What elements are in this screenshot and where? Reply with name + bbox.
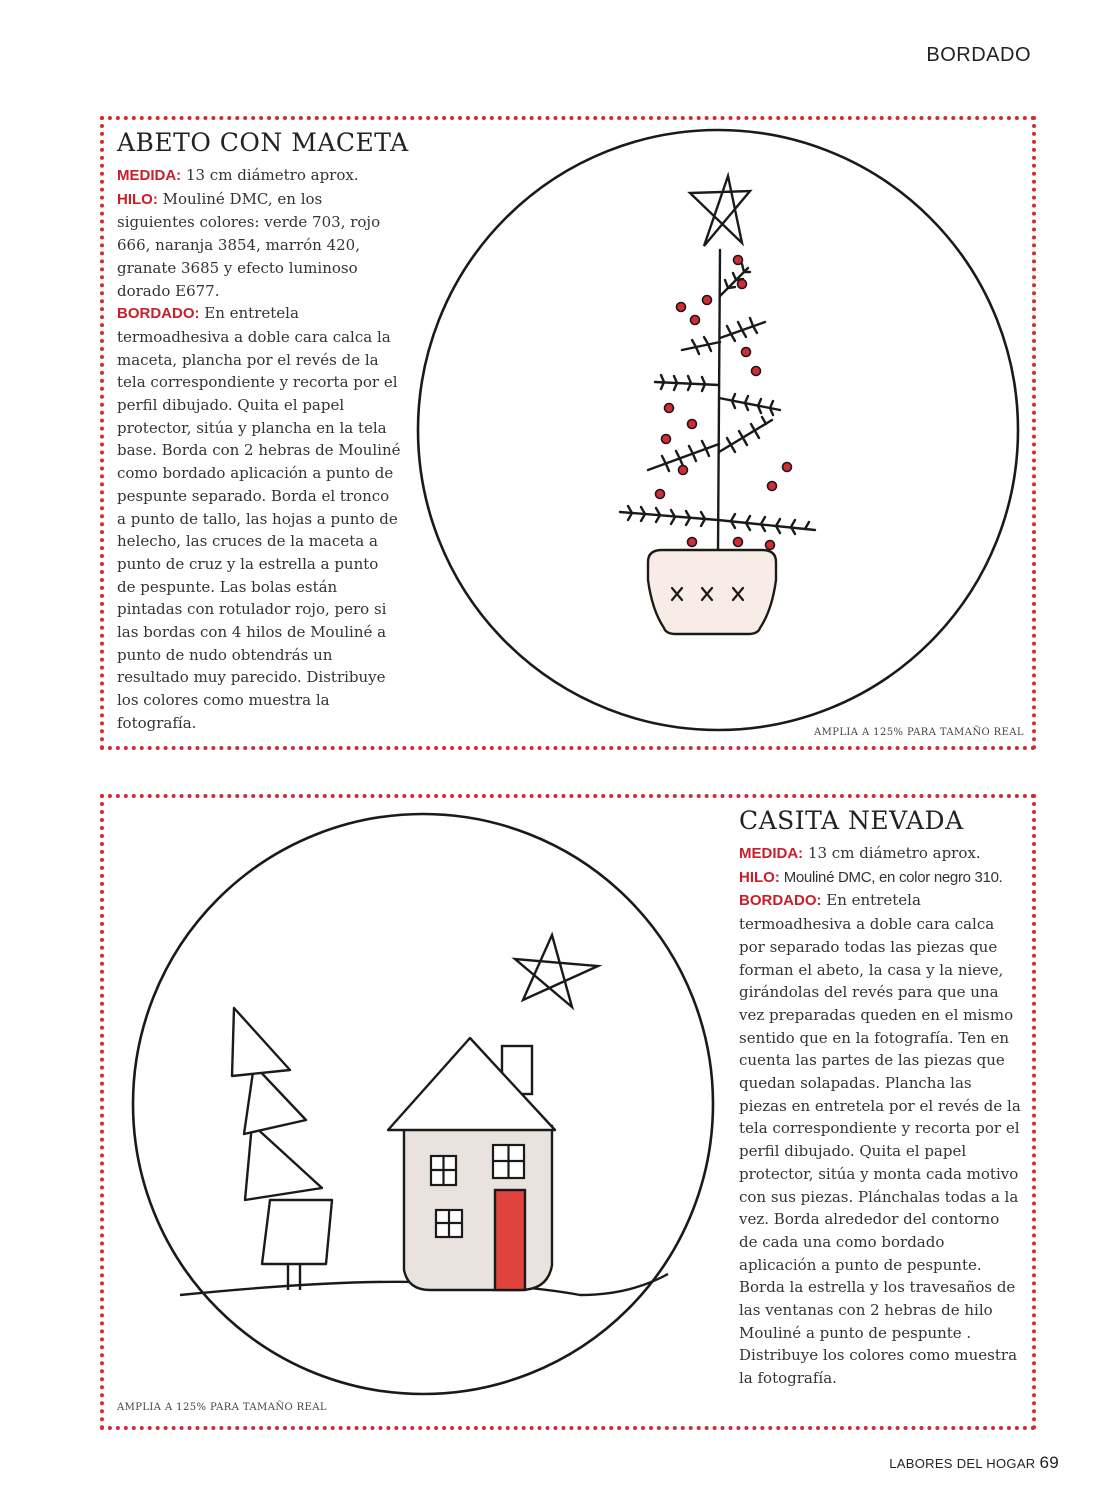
fir-tree [232,1008,332,1290]
page-number: 69 [1039,1453,1059,1472]
tree-branches [620,250,815,552]
measure-label: MEDIDA: [117,167,182,184]
house-door [495,1190,525,1290]
section-label: BORDADO [926,44,1031,66]
pattern-title-tree: ABETO CON MACETA [117,128,409,157]
measure-text: 13 cm diámetro aprox. [803,844,981,862]
thread-text: Mouliné DMC, en color negro 310. [779,868,1003,886]
house-wall [404,1126,552,1290]
measure-text: 13 cm diámetro aprox. [181,166,359,184]
star-icon [690,176,750,246]
thread-label: HILO: [739,868,780,886]
enlarge-note-tree: AMPLIA A 125% PARA TAMAÑO REAL [814,727,1024,738]
enlarge-note-house: AMPLIA A 125% PARA TAMAÑO REAL [117,1402,327,1413]
tree-pattern-illustration [418,130,1018,730]
embroidery-label: BORDADO: [117,305,200,323]
pattern-title-house: CASITA NEVADA [739,806,964,835]
embroidery-label: BORDADO: [739,892,822,910]
thread-text: Mouliné DMC, en los siguientes colores: verde 703, rojo 666, naranja 3854, marrón 420, granate 3685 y efecto luminoso dorado E677. [117,189,381,300]
thread-label: HILO: [117,190,158,208]
house [388,1038,555,1290]
page-footer [889,1453,1059,1473]
embroidery-text: En entretela termoadhesiva a doble cara calca la maceta, plancha por el revés de la tela correspondiente y recorta por el perfil dibujado. Quita el papel protector, sitúa y plancha en la tela base. Borda con 2 hebras de Mouliné como bordado aplicación a punto de pespunte separado. Borda el tronco a punto de tallo, las hojas a punto de helecho, las cruces de la maceta a punto de cruz y la estrella a punto de pespunte. Las bolas están pintadas con rotulador rojo, pero si las bordas con 4 hilos de Mouliné a punto de nudo obtendrás un resultado muy parecido. Distribuye los colores como muestra la fotografía. [117,304,401,732]
star-icon [515,935,598,1007]
embroidery-text: En entretela termoadhesiva a doble cara calca por separado todas las piezas que forman el abeto, la casa y la nieve, girándolas del revés para que una vez preparadas queden en el mismo sentido que en la fotografía. Ten en cuenta las partes de las piezas que quedan solapadas. Plancha las piezas en entretela por el revés de la tela correspondiente y recorta por el perfil dibujado. Quita el papel protector, sitúa y monta cada motivo con sus piezas. Plánchalas todas a la vez. Borda alrededor del contorno de cada una como bordado aplicación a punto de pespunte. Borda la estrella y los travesaños de las ventanas con 2 hebras de hilo Mouliné a punto de pespunte . Distribuye los colores como muestra la fotografía. [739,891,1021,1388]
flower-pot [648,550,776,634]
magazine-name: LABORES DEL HOGAR [889,1456,1036,1471]
measure-label: MEDIDA: [739,845,804,862]
house-pattern-illustration [133,814,713,1394]
